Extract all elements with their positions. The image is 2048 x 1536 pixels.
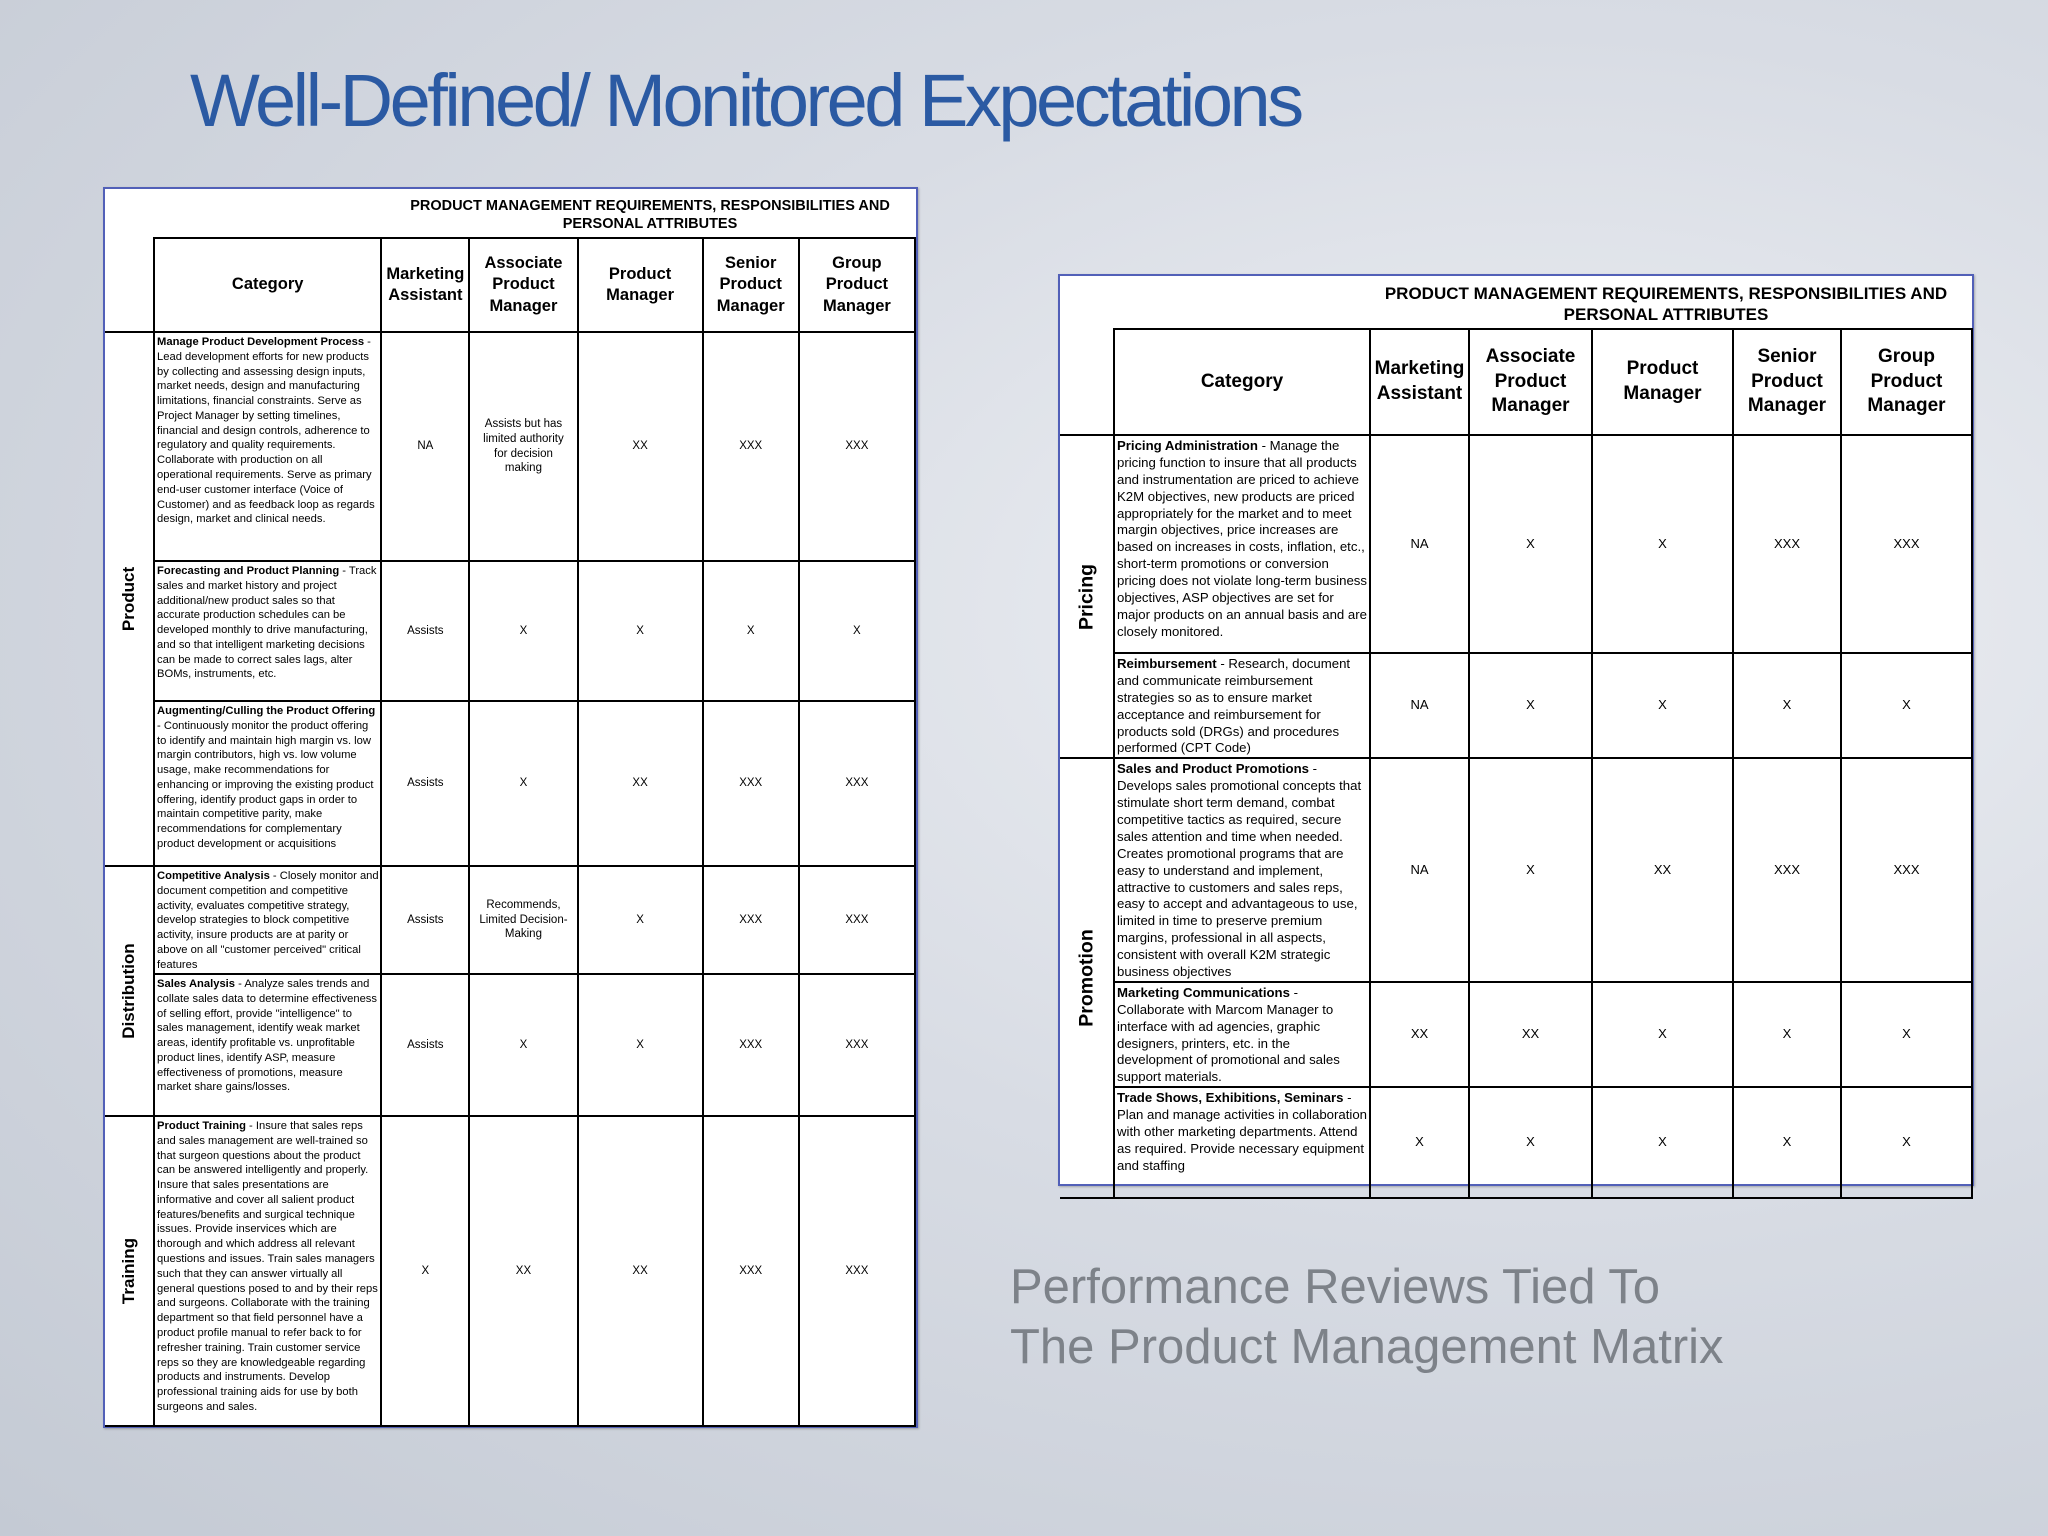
row-text: - Analyze sales trends and collate sales data to determine effectiveness of selling effort, provide "intelligence" to sales management, identify weak market areas, identify profitable vs. unprofitable product lines, identify ASP, measure effectiveness of promotions, measure market share gains/losses. — [157, 978, 377, 1094]
slide-subtitle — [1010, 1258, 1724, 1378]
rating-cell: Recommends, Limited Decision-Making — [469, 866, 577, 974]
rating-cell: XX — [469, 1116, 577, 1426]
row-description — [154, 332, 381, 561]
row-description — [154, 974, 381, 1116]
row-title: Pricing Administration — [1117, 438, 1258, 453]
row-text: - Closely monitor and document competition and competitive activity, evaluates competitive strategy, develop strategies to block competitive activity, insure products are at parity or above on all "customer perceived" critical features — [157, 870, 379, 971]
table-row — [105, 866, 915, 974]
col-header-marketing-assistant: Marketing Assistant — [1370, 329, 1469, 435]
matrix-title: PRODUCT MANAGEMENT REQUIREMENTS, RESPONSIBILITIES AND PERSONAL ATTRIBUTES — [1384, 283, 1948, 324]
rating-cell: X — [1733, 982, 1841, 1087]
group-label: Promotion — [1075, 929, 1097, 1028]
rating-cell: X — [381, 1116, 469, 1426]
table-row — [105, 1116, 915, 1426]
row-text: - Insure that sales reps and sales management are well-trained so that surgeon questions about the product can be answered intelligently and properly. Insure that sales presentations are informative and cover all salient product features/benefits and surgical technique issues. Provide inservices which are thorough and which address all relevant questions and issues. Train sales managers such that they can answer virtually all general questions posed to and by their reps and surgeons. Collaborate with the training department so that field personnel have a product profile manual to refer back to for refresher training. Train customer service reps so they are knowledgeable regarding products and instruments. Develop professional training aids for use by both surgeons and sales. — [157, 1120, 378, 1413]
row-text: - Collaborate with Marcom Manager to interface with ad agencies, graphic designers, printers, etc. in the development of promotional and sales support materials. — [1117, 984, 1340, 1085]
rating-cell: XXX — [1841, 758, 1972, 982]
row-text: - Continuously monitor the product offering to identify and maintain high margin vs. low margin contributors, high vs. low volume usage, make recommendations for enhancing or improving the existing product offering, identify product gaps in order to maintain competitive parity, make recommendations for complementary product development or acquisitions — [157, 719, 374, 851]
group-label: Distribution — [119, 943, 139, 1039]
rating-cell: XX — [578, 332, 703, 561]
rating-cell: XXX — [1841, 435, 1972, 653]
row-text: - Develops sales promotional concepts that stimulate short term demand, combat competitive tactics as required, secure sales attention and time when needed. Creates promotional programs that are easy to understand and implement, attractive to customers and sales reps, easy to accept and advantageous to use, limited in time to preserve premium margins, professional in all aspects, consistent with overall K2M strategic business objectives — [1117, 761, 1362, 980]
row-description — [1114, 758, 1370, 982]
rating-cell: XXX — [703, 974, 799, 1116]
rating-cell: X — [1592, 435, 1733, 653]
row-title: Product Training — [157, 1120, 246, 1132]
group-label: Training — [119, 1237, 139, 1305]
rating-cell: X — [1733, 1087, 1841, 1198]
row-title: Reimbursement — [1117, 656, 1217, 671]
rating-cell: X — [1469, 653, 1592, 758]
table-row — [105, 332, 915, 561]
rating-cell: X — [1370, 1087, 1469, 1198]
row-text: - Plan and manage activities in collaboration with other marketing departments. Attend as required. Provide necessary equipment and staffing — [1117, 1090, 1367, 1173]
row-text: - Research, document and communicate reimbursement strategies so as to ensure market acceptance and reimbursement for products sold (DRGs) and procedures performed (CPT Code) — [1117, 656, 1351, 756]
rating-cell: NA — [1370, 653, 1469, 758]
row-title: Manage Product Development Process — [157, 336, 365, 348]
rating-cell: Assists but has limited authority for decision making — [469, 332, 577, 561]
table-row — [1060, 758, 1972, 982]
rating-cell: X — [578, 866, 703, 974]
rating-cell: X — [578, 974, 703, 1116]
col-header-associate-product-manager: Associate Product Manager — [1469, 329, 1592, 435]
rating-cell: X — [1469, 1087, 1592, 1198]
rating-cell: X — [799, 561, 915, 701]
row-text: - Manage the pricing function to insure that all products and instrumentation are priced to achieve K2M objectives, new products are priced appropriately for the market and to meet margin objectives, price increases are based on increases in costs, inflation, etc., short-term promotions or conversion pricing does not violate long-term business objectives, ASP objectives are set for major products on an annual basis and are closely monitored. — [1117, 438, 1367, 639]
col-header-senior-product-manager: Senior Product Manager — [703, 238, 799, 332]
rating-cell: Assists — [381, 974, 469, 1116]
rating-cell: XXX — [799, 332, 915, 561]
rating-cell: XXX — [1733, 435, 1841, 653]
col-header-associate-product-manager: Associate Product Manager — [469, 238, 577, 332]
matrix-left-table — [103, 187, 918, 1428]
table-row — [1060, 1087, 1972, 1198]
rating-cell: X — [1469, 435, 1592, 653]
matrix-title: PRODUCT MANAGEMENT REQUIREMENTS, RESPONSIBILITIES AND PERSONAL ATTRIBUTES — [410, 197, 890, 232]
rating-cell: XXX — [703, 866, 799, 974]
rating-cell: XXX — [703, 1116, 799, 1426]
group-label: Product — [119, 566, 139, 632]
slide-title: Well-Defined/ Monitored Expectations — [190, 59, 1301, 142]
table-row — [1060, 982, 1972, 1087]
group-label-cell — [105, 1116, 154, 1426]
rating-cell: XXX — [1733, 758, 1841, 982]
row-title: Marketing Communications — [1117, 984, 1290, 1000]
rating-cell: X — [469, 701, 577, 866]
row-description — [154, 866, 381, 974]
rating-cell: X — [1592, 982, 1733, 1087]
rating-cell: XX — [1370, 982, 1469, 1087]
row-title: Sales Analysis — [157, 978, 235, 990]
row-description — [1114, 1087, 1370, 1198]
rating-cell: NA — [381, 332, 469, 561]
rating-cell: XXX — [703, 701, 799, 866]
rating-cell: XXX — [703, 332, 799, 561]
row-title: Competitive Analysis — [157, 870, 270, 882]
group-label: Pricing — [1075, 563, 1097, 630]
group-label-cell — [1060, 758, 1114, 1198]
col-header-category: Category — [1114, 329, 1370, 435]
rating-cell: Assists — [381, 561, 469, 701]
rating-cell: XX — [1469, 982, 1592, 1087]
row-title: Sales and Product Promotions — [1117, 761, 1309, 777]
row-description — [1114, 435, 1370, 653]
rating-cell: X — [1592, 1087, 1733, 1198]
rating-cell: X — [1841, 653, 1972, 758]
rating-cell: X — [1592, 653, 1733, 758]
table-row — [1060, 653, 1972, 758]
rating-cell: X — [1469, 758, 1592, 982]
rating-cell: X — [1841, 1087, 1972, 1198]
col-header-group-product-manager: Group Product Manager — [1841, 329, 1972, 435]
row-text: - Lead development efforts for new products by collecting and assessing design inputs, market needs, design and manufacturing limitations, financial constraints. Serve as Project Manager by setting timelines, financial and design controls, adherence to regulatory and quality requirements. Collaborate with production on all operational requirements. Serve as primary end-user customer interface (Voice of Customer) and as feedback loop as regards design, market and clinical needs. — [157, 336, 375, 526]
rating-cell: XX — [578, 701, 703, 866]
rating-cell: X — [1733, 653, 1841, 758]
row-description — [1114, 653, 1370, 758]
row-description — [1114, 982, 1370, 1087]
table-row — [105, 701, 915, 866]
row-title: Augmenting/Culling the Product Offering — [157, 705, 376, 717]
row-text: - Track sales and market history and project additional/new product sales so that accurate production schedules can be developed monthly to drive manufacturing, and so that intelligent marketing decisions can be made to correct sales lags, alter BOMs, instruments, etc. — [157, 565, 377, 681]
rating-cell: X — [469, 974, 577, 1116]
rating-cell: XXX — [799, 974, 915, 1116]
table-row — [1060, 435, 1972, 653]
rating-cell: XXX — [799, 701, 915, 866]
row-description — [154, 1116, 381, 1426]
rating-cell: XXX — [799, 866, 915, 974]
group-label-cell — [105, 866, 154, 1116]
subtitle-line: The Product Management Matrix — [1010, 1319, 1724, 1374]
rating-cell: XX — [1592, 758, 1733, 982]
rating-cell: X — [703, 561, 799, 701]
rating-cell: Assists — [381, 701, 469, 866]
row-title: Forecasting and Product Planning — [157, 565, 340, 577]
matrix-right-table — [1058, 274, 1974, 1186]
header-spacer — [1060, 329, 1114, 435]
rating-cell: NA — [1370, 758, 1469, 982]
header-spacer — [105, 238, 154, 332]
col-header-group-product-manager: Group Product Manager — [799, 238, 915, 332]
subtitle-line: Performance Reviews Tied To — [1010, 1260, 1660, 1314]
col-header-marketing-assistant: Marketing Assistant — [381, 238, 469, 332]
rating-cell: X — [469, 561, 577, 701]
rating-cell: XX — [578, 1116, 703, 1426]
rating-cell: XXX — [799, 1116, 915, 1426]
row-description — [154, 701, 381, 866]
rating-cell: X — [578, 561, 703, 701]
rating-cell: Assists — [381, 866, 469, 974]
group-label-cell — [105, 332, 154, 866]
rating-cell: NA — [1370, 435, 1469, 653]
row-description — [154, 561, 381, 701]
col-header-product-manager: Product Manager — [1592, 329, 1733, 435]
rating-cell: X — [1841, 982, 1972, 1087]
row-title: Trade Shows, Exhibitions, Seminars — [1117, 1090, 1344, 1106]
table-row — [105, 974, 915, 1116]
table-row — [105, 561, 915, 701]
col-header-product-manager: Product Manager — [578, 238, 703, 332]
col-header-senior-product-manager: Senior Product Manager — [1733, 329, 1841, 435]
col-header-category: Category — [154, 238, 381, 332]
group-label-cell — [1060, 435, 1114, 758]
